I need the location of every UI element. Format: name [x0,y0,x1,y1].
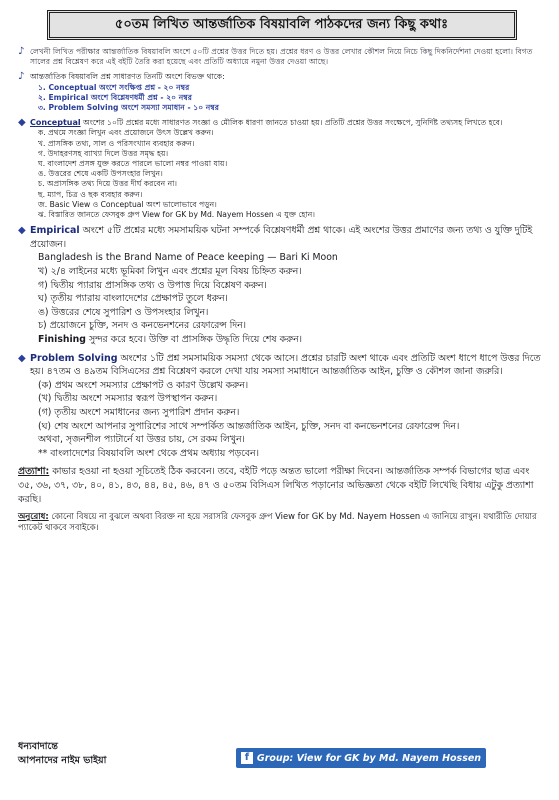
empirical-label: Empirical [30,225,80,237]
problem-step: (ঘ) শেষ অংশে আপনার সুপারিশের সাথে সম্পর্কিত আন্তর্জাতিক আইন, চুক্তি, সনদ বা কনভেনশনের রেফারেন্স দিন। [38,420,460,432]
diamond-bullet-icon: ◆ [18,352,26,364]
finishing-label: Finishing [38,334,86,345]
conceptual-point: ঘ. বাংলাদেশ প্রসঙ্গ যুক্ত করতে পারলে ভালো নম্বর পাওয়া যায়। [38,159,228,169]
empirical-point: গ) দ্বিতীয় প্যারায় প্রাসঙ্গিক তথ্য ও উপাত্ত দিয়ে বিশ্লেষণ করুন। [38,279,267,291]
empirical-point: ঙ) উত্তরের শেষে সুপারিশ ও উপসংহার লিখুন। [38,306,209,318]
expectation-text: কাভার হওয়া না হওয়া সূচিতেই ঠিক করবেন। তবে, বইটি পড়ে অন্তত ভালো পরীক্ষা দিবেন। আন্তর্জাতিক সম্পর্ক বিভাগের ছাত্র এবং ৩৫, ৩৬, ৩৭, ৩৮, ৪০, ৪১, ৪৩, ৪৪, ৪৫, ৪৬, ৪৭ ও ৫০তম বিসিএস লিখিত পড়ানোর অভিজ্ঞতা থেকে বইটি লিখেছি বিধায় এটুকু প্রত্যাশা করছি। [18,466,534,505]
problem-solving-section [18,352,545,461]
intro-section [18,47,545,67]
conceptual-point: খ. প্রাসঙ্গিক তথ্য, সাল ও পরিসংখ্যান ব্যবহার করুন। [38,138,195,148]
conceptual-point: জ. Basic View ও Conceptual অংশ ভালোভাবে পড়ুন। [38,199,217,209]
empirical-example: Bangladesh is the Brand Name of Peace keeping [38,252,265,264]
page-title-banner: ৫০তম লিখিত আন্তর্জাতিক বিষয়াবলি পাঠকদের জন্য কিছু কথাঃ [47,10,517,40]
structure-item: ৩. Problem Solving অংশে সমস্যা সমাধান - ১০ নম্বর [38,103,219,113]
conceptual-text: অংশের ১০টি প্রশ্নের মধ্যে সাধারণত সংজ্ঞা ও মৌলিক ধারণা জানতে চাওয়া হয়। প্রতিটি প্রশ্নের উত্তর সংক্ষেপে, সুনির্দিষ্ট তথ্যসহ লিখতে হবে। [83,118,503,128]
problem-solving-label: Problem Solving [30,352,118,364]
conceptual-point: ক. প্রথমে সংজ্ঞা লিখুন এবং প্রয়োজনে উৎস উল্লেখ করুন। [38,128,214,138]
empirical-text: অংশে ৫টি প্রশ্নের মধ্যে সমসাময়িক ঘটনা সম্পর্কে বিশ্লেষণধর্মী প্রশ্ন থাকে। এই অংশের উত্তর প্রমাণের জন্য তথ্য ও যুক্তি দুটিই প্রয়োজন। [30,225,533,250]
facebook-group-link[interactable] [236,748,486,768]
bullet-mark-icon: ♪ [18,71,25,83]
footer [18,740,543,768]
request-text: কোনো বিষয়ে না বুঝলে অথবা বিরক্ত না হয়ে সরাসরি ফেসবুক গ্রুপ View for GK by Md. Nayem Hossen এ জানিয়ে রাখুন। যথারীতি দোয়ার প্যাকেট থাকবে সবাইকে। [18,511,537,533]
request-section [18,511,545,533]
empirical-point: চ) প্রয়োজনে চুক্তি, সনদ ও কনভেনশনের রেফারেন্স দিন। [38,320,246,332]
expectation-section [18,465,545,506]
conceptual-point: ঙ. উত্তরের শেষে একটি উপসংহার লিখুন। [38,169,163,179]
structure-section [18,72,545,113]
structure-item: ১. Conceptual অংশে সংক্ষিপ্ত প্রশ্ন - ২০ নম্বর [38,82,190,92]
empirical-point: ঘ) তৃতীয় প্যারায় বাংলাদেশের প্রেক্ষাপট তুলে ধরুন। [38,293,228,305]
diamond-bullet-icon: ◆ [18,225,26,237]
problem-step: (ক) প্রথম অংশে সমস্যার প্রেক্ষাপট ও কারণ উল্লেখ করুন। [38,379,249,391]
problem-step: (গ) তৃতীয় অংশে সমাধানের জন্য সুপারিশ প্রদান করুন। [38,406,240,418]
conceptual-section [18,118,545,220]
conceptual-label: Conceptual [30,118,81,128]
request-label: অনুরোধ: [18,511,49,522]
empirical-example-2: Bari Ki Moon [279,252,338,264]
finishing-text: সুন্দর করে হবে। উক্তি বা প্রাসঙ্গিক উদ্ধৃতি দিয়ে শেষ করুন। [88,334,302,345]
conceptual-point: চ. অপ্রাসঙ্গিক তথ্য দিয়ে উত্তর দীর্ঘ করবেন না। [38,179,178,189]
signature: আপনাদের নাইম ভাইয়া [18,755,107,766]
problem-step: (খ) দ্বিতীয় অংশে সমস্যার স্বরূপ উপস্থাপন করুন। [38,393,218,405]
bullet-mark-icon: ♪ [18,46,25,57]
thanks-text: ধন্যবাদান্তে [18,741,58,752]
problem-solving-text: অংশের ১টি প্রশ্ন সমসাময়িক সমস্যা থেকে আসে। প্রশ্নের চারটি অংশ থাকে এবং প্রতিটি অংশ ধাপে ধাপে উত্তর দিতে হয়। ৪৭তম ও ৪৯তম বিসিএসের প্রশ্ন বিশ্লেষণ করলে দেখা যায় সমস্যা সমাধানে আন্তর্জাতিক আইন, চুক্তি ও কৌশল জানা জরুরি। [30,352,541,378]
conceptual-point: ঝ. বিস্তারিত জানতে ফেসবুক গ্রুপ View for GK by Md. Nayem Hossen এ যুক্ত হোন। [38,210,315,220]
empirical-section: ◆ Empirical অংশে ৫টি প্রশ্নের মধ্যে সমসাময়িক ঘটনা সম্পর্কে বিশ্লেষণধর্মী প্রশ্ন থাকে। এই অংশের উত্তর প্রমাণের জন্য তথ্য ও যুক্তি দুটিই প্রয়োজন। Bangladesh is the Brand Name of Peace keeping — Bari Ki Moon খ) ২/৪ লাইনের মধ্যে ভূমিকা লিখুন এবং প্রশ্নের মূল বিষয় চিহ্নিত করুন। গ) দ্বিতীয় প্যারায় প্রাসঙ্গিক তথ্য ও উপাত্ত দিয়ে বিশ্লেষণ করুন। ঘ) তৃতীয় প্যারায় বাংলাদেশের প্রেক্ষাপট তুলে ধরুন। ঙ) উত্তরের শেষে সুপারিশ ও উপসংহার লিখুন। চ) প্রয়োজনে চুক্তি, সনদ ও কনভেনশনের রেফারেন্স দিন। Finishing সুন্দর করে হবে। উক্তি বা প্রাসঙ্গিক উদ্ধৃতি দিয়ে শেষ করুন। [18,224,545,346]
intro-text: লেখনী লিখিত পরীক্ষার আন্তর্জাতিক বিষয়াবলি অংশে ৫০টি প্রশ্নের উত্তর দিতে হয়। প্রশ্নের ধরণ ও উত্তর লেখার কৌশল নিয়ে নিচে কিছু দিকনির্দেশনা দেওয়া হলো। বিগত সালের প্রশ্ন বিশ্লেষণ করে এই বইটি তৈরি করা হয়েছে এবং প্রতিটি অধ্যায়ে নমুনা উত্তর দেওয়া আছে। [30,47,533,67]
structure-item: ২. Empirical অংশে বিশ্লেষণধর্মী প্রশ্ন - ২০ নম্বর [38,92,192,102]
facebook-icon: f [241,752,253,764]
conceptual-point: ছ. ম্যাপ, চিত্র ও ছক ব্যবহার করুন। [38,189,143,199]
conceptual-point: গ. উদাহরণসহ ব্যাখ্যা দিলে উত্তর সমৃদ্ধ হয়। [38,148,169,158]
problem-step: অথবা, সৃজনশীল প্যাটার্নে যা উত্তর চায়, সে রকম লিখুন। [38,434,245,446]
empirical-point: খ) ২/৪ লাইনের মধ্যে ভূমিকা লিখুন এবং প্রশ্নের মূল বিষয় চিহ্নিত করুন। [38,266,302,278]
diamond-bullet-icon: ◆ [18,117,26,129]
problem-step: ** বাংলাদেশের বিষয়াবলি অংশ থেকে প্রথম অধ্যায় পড়বেন। [38,447,259,459]
group-link-text: Group: View for GK by Md. Nayem Hossen [256,752,482,764]
structure-lead: আন্তর্জাতিক বিষয়াবলি প্রশ্ন সাধারণত তিনটি অংশে বিভক্ত থাকে: [30,72,225,82]
expectation-label: প্রত্যাশা: [18,466,50,478]
